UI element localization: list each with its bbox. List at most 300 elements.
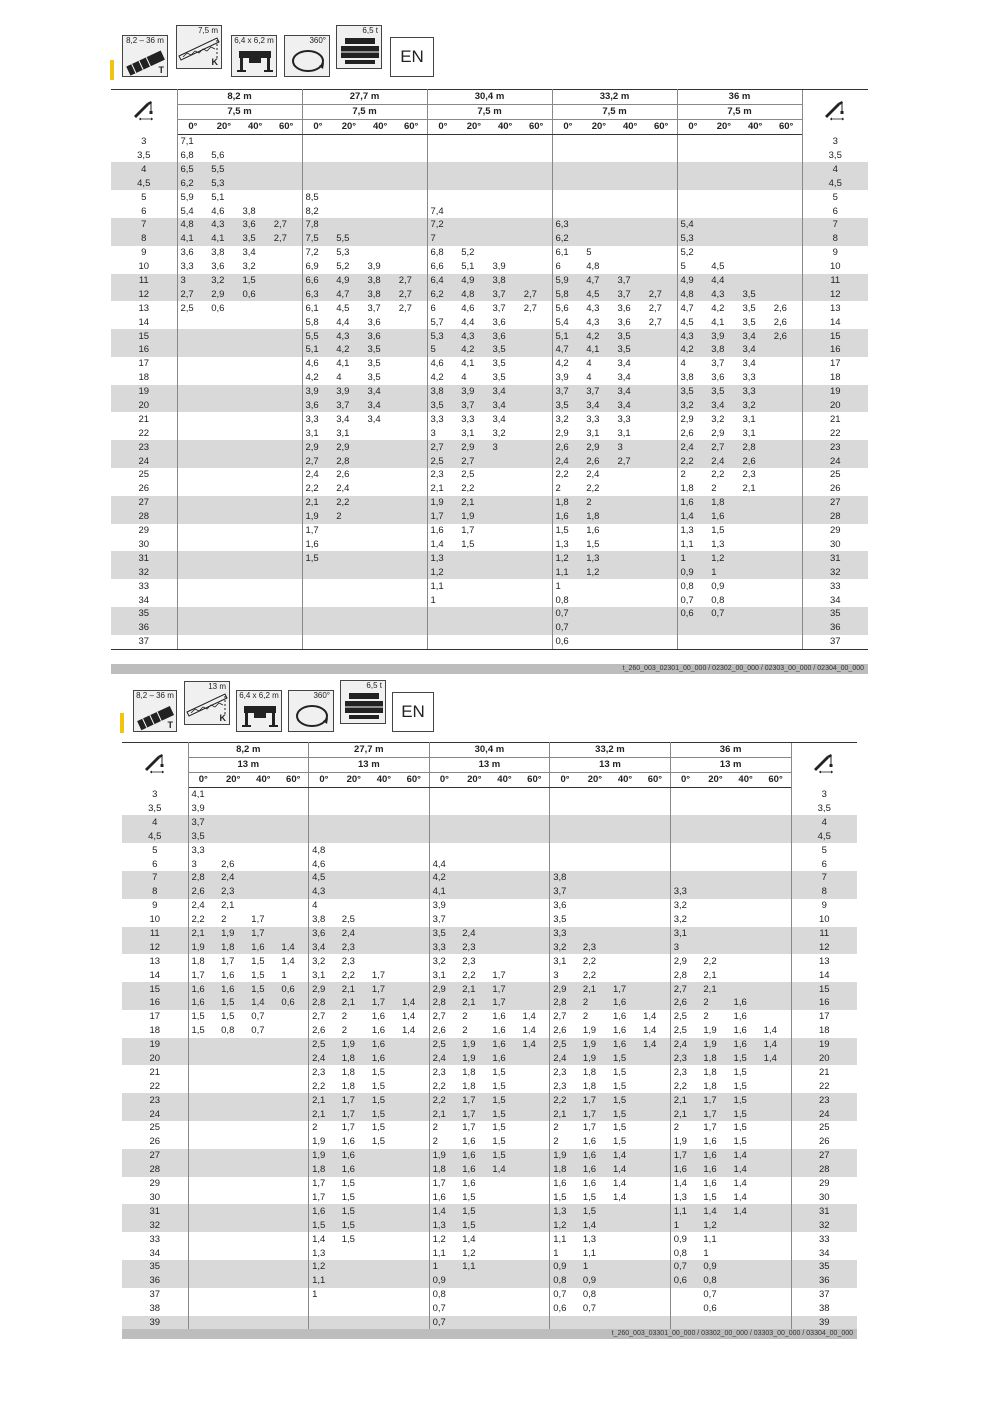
capacity-cell — [520, 885, 550, 899]
capacity-cell: 3,5 — [552, 399, 583, 413]
capacity-cell — [731, 899, 761, 913]
capacity-cell — [399, 1204, 429, 1218]
capacity-cell — [580, 787, 610, 801]
capacity-cell: 1,4 — [733, 1178, 747, 1190]
capacity-cell — [248, 802, 278, 816]
capacity-cell — [610, 815, 640, 829]
angle-header: 20° — [708, 119, 739, 134]
capacity-cell — [240, 621, 271, 635]
capacity-cell — [646, 371, 677, 385]
capacity-cell: 5,5 — [333, 232, 364, 246]
capacity-cell — [771, 551, 802, 565]
capacity-cell: 1,6 — [462, 1178, 476, 1190]
capacity-cell: 0,8 — [582, 1289, 597, 1301]
angle-header: 20° — [580, 772, 610, 787]
capacity-cell: 3,7 — [188, 815, 218, 829]
capacity-cell — [677, 134, 708, 148]
capacity-cell: 3,8 — [680, 372, 694, 384]
capacity-cell — [459, 885, 489, 899]
capacity-cell — [369, 940, 399, 954]
capacity-cell: 1,6 — [218, 982, 248, 996]
capacity-cell — [552, 176, 583, 190]
capacity-cell: 4,9 — [677, 274, 708, 288]
capacity-cell — [459, 1274, 489, 1288]
capacity-cell: 1,5 — [369, 1093, 399, 1107]
capacity-cell: 5,1 — [211, 191, 225, 203]
radius-cell: 26 — [111, 482, 177, 496]
capacity-cell — [188, 1149, 218, 1163]
capacity-cell — [771, 260, 802, 274]
capacity-cell: 0,7 — [670, 1260, 700, 1274]
capacity-cell: 7,5 — [302, 232, 333, 246]
capacity-cell: 6,3 — [552, 218, 583, 232]
capacity-cell — [271, 635, 302, 649]
capacity-cell: 1,8 — [550, 1163, 580, 1177]
capacity-cell: 1,1 — [670, 1204, 700, 1218]
capacity-cell — [309, 1302, 339, 1316]
capacity-cell: 3,4 — [708, 399, 739, 413]
capacity-cell: 6,2 — [177, 176, 208, 190]
capacity-cell — [302, 176, 333, 190]
capacity-cell — [188, 1135, 218, 1149]
capacity-cell — [278, 1107, 308, 1121]
capacity-cell — [240, 329, 271, 343]
capacity-cell: 5,9 — [180, 191, 194, 203]
radius-cell: 28 — [802, 510, 868, 524]
capacity-cell: 2,7 — [177, 287, 208, 301]
capacity-cell — [640, 1316, 670, 1330]
capacity-cell: 6,8 — [180, 150, 194, 161]
radius-cell: 23 — [111, 440, 177, 454]
capacity-cell: 5,1 — [302, 343, 333, 357]
capacity-cell: 1,5 — [492, 1066, 506, 1078]
capacity-cell — [646, 399, 677, 413]
capacity-cell: 4,8 — [177, 218, 208, 232]
capacity-cell — [489, 1260, 519, 1274]
capacity-cell — [369, 1177, 399, 1191]
capacity-cell: 1,5 — [462, 1191, 476, 1203]
capacity-cell — [761, 829, 791, 843]
capacity-cell: 1,6 — [582, 1178, 597, 1190]
angle-header: 40° — [740, 119, 771, 134]
capacity-cell — [458, 162, 489, 176]
capacity-cell: 4,2 — [429, 871, 459, 885]
capacity-cell — [177, 510, 208, 524]
capacity-cell — [240, 301, 271, 315]
capacity-cell — [271, 482, 302, 496]
radius-cell: 33 — [791, 1232, 857, 1246]
capacity-cell — [771, 385, 802, 399]
capacity-cell — [740, 510, 771, 524]
capacity-cell: 1,4 — [580, 1218, 610, 1232]
capacity-cell: 7,8 — [302, 218, 333, 232]
capacity-cell: 2,4 — [677, 440, 708, 454]
capacity-cell: 3,1 — [312, 969, 326, 981]
capacity-cell — [459, 857, 489, 871]
radius-cell: 29 — [791, 1177, 857, 1191]
capacity-cell: 0,7 — [251, 1025, 265, 1037]
capacity-cell: 3,1 — [461, 427, 475, 439]
capacity-cell: 4,3 — [208, 218, 239, 232]
radius-cell: 16 — [791, 996, 857, 1010]
capacity-cell: 2,3 — [580, 940, 610, 954]
capacity-cell — [700, 1316, 730, 1330]
capacity-cell — [489, 940, 519, 954]
slew-label: 360° — [309, 36, 326, 45]
capacity-cell — [248, 1316, 278, 1330]
capacity-cell — [761, 1135, 791, 1149]
capacity-cell: 1,1 — [680, 538, 694, 550]
capacity-cell — [177, 371, 208, 385]
capacity-cell: 5 — [586, 247, 592, 259]
radius-cell: 21 — [802, 412, 868, 426]
jib-length-label: 13 m — [208, 682, 226, 691]
capacity-cell: 2,5 — [180, 302, 194, 314]
capacity-cell — [339, 1260, 369, 1274]
capacity-cell — [218, 1107, 248, 1121]
capacity-cell — [177, 593, 208, 607]
table-row — [122, 815, 857, 829]
capacity-cell: 1,7 — [371, 969, 386, 981]
capacity-cell: 1,5 — [461, 538, 475, 550]
capacity-cell — [731, 913, 761, 927]
capacity-cell: 1,2 — [583, 565, 614, 579]
capacity-cell — [399, 857, 429, 871]
capacity-cell: 1,5 — [733, 1136, 747, 1148]
capacity-cell: 1,5 — [733, 1080, 747, 1092]
capacity-cell — [396, 538, 427, 552]
capacity-cell: 4,4 — [336, 316, 350, 328]
capacity-cell — [740, 551, 771, 565]
radius-cell: 13 — [122, 954, 188, 968]
capacity-cell — [489, 871, 519, 885]
table-row — [122, 968, 857, 982]
jib-length-header: 13 m — [550, 757, 671, 772]
capacity-cell — [761, 940, 791, 954]
capacity-cell — [365, 190, 396, 204]
table-row — [122, 1274, 857, 1288]
capacity-cell — [761, 1177, 791, 1191]
capacity-cell: 4,2 — [333, 343, 364, 357]
radius-cell: 25 — [791, 1121, 857, 1135]
capacity-cell: 3,8 — [365, 287, 396, 301]
capacity-cell: 1,5 — [492, 1080, 506, 1092]
capacity-cell: 2 — [341, 1011, 347, 1023]
capacity-cell — [271, 385, 302, 399]
capacity-cell — [271, 329, 302, 343]
capacity-cell — [459, 843, 489, 857]
outrigger-label: 6,4 x 6,2 m — [239, 691, 279, 700]
capacity-cell — [278, 927, 308, 941]
capacity-cell — [399, 802, 429, 816]
capacity-cell — [396, 134, 427, 148]
capacity-cell — [271, 176, 302, 190]
capacity-cell — [278, 1093, 308, 1107]
capacity-cell — [396, 176, 427, 190]
capacity-cell: 1,5 — [731, 1093, 761, 1107]
capacity-cell: 2,6 — [680, 427, 694, 439]
capacity-cell — [490, 149, 521, 163]
capacity-cell — [521, 134, 552, 148]
capacity-cell — [646, 496, 677, 510]
capacity-cell: 1,9 — [459, 1038, 489, 1052]
capacity-cell — [339, 871, 369, 885]
capacity-cell: 3,5 — [490, 343, 521, 357]
radius-cell: 12 — [791, 940, 857, 954]
capacity-cell — [396, 204, 427, 218]
radius-cell: 25 — [802, 468, 868, 482]
capacity-cell — [302, 565, 333, 579]
radius-cell: 5 — [111, 190, 177, 204]
capacity-cell: 3,3 — [617, 413, 631, 425]
capacity-cell — [399, 1274, 429, 1288]
capacity-cell — [333, 162, 364, 176]
capacity-cell — [700, 871, 730, 885]
capacity-cell: 3,7 — [615, 287, 646, 301]
capacity-cell — [218, 1149, 248, 1163]
table-row — [111, 551, 868, 565]
capacity-cell: 2,2 — [432, 1080, 446, 1092]
capacity-cell — [771, 176, 802, 190]
capacity-cell: 1,5 — [339, 1218, 369, 1232]
capacity-cell — [771, 287, 802, 301]
capacity-cell: 1,3 — [680, 525, 694, 537]
table-row — [122, 1052, 857, 1066]
capacity-cell — [369, 857, 399, 871]
capacity-cell — [771, 496, 802, 510]
capacity-cell: 3,5 — [740, 287, 771, 301]
radius-cell: 20 — [802, 399, 868, 413]
capacity-cell — [459, 871, 489, 885]
capacity-cell — [740, 246, 771, 260]
angle-header: 40° — [248, 772, 278, 787]
capacity-cell: 3,2 — [208, 274, 239, 288]
telescope-sub-label: T — [167, 720, 173, 730]
capacity-cell — [520, 1135, 550, 1149]
capacity-cell: 1,4 — [700, 1204, 730, 1218]
capacity-cell: 3,5 — [677, 385, 708, 399]
capacity-cell — [218, 1135, 248, 1149]
capacity-cell: 2,1 — [550, 1107, 580, 1121]
angle-header: 60° — [646, 119, 677, 134]
capacity-cell: 5 — [427, 343, 458, 357]
capacity-cell — [740, 190, 771, 204]
capacity-cell — [731, 1218, 761, 1232]
capacity-cell — [520, 1260, 550, 1274]
capacity-cell: 3,1 — [336, 427, 350, 439]
capacity-cell: 3,9 — [708, 329, 739, 343]
capacity-cell: 4,1 — [711, 316, 725, 328]
capacity-cell: 0,7 — [553, 1289, 567, 1301]
radius-cell: 34 — [802, 593, 868, 607]
capacity-cell — [708, 246, 739, 260]
capacity-cell — [369, 913, 399, 927]
capacity-cell: 3,4 — [742, 358, 756, 370]
angle-header: 0° — [550, 772, 580, 787]
capacity-cell: 2,1 — [580, 982, 610, 996]
capacity-cell: 1,5 — [711, 525, 725, 537]
capacity-cell — [365, 246, 396, 260]
capacity-cell: 1,7 — [339, 1107, 369, 1121]
capacity-cell — [550, 802, 580, 816]
capacity-cell: 1,7 — [369, 982, 399, 996]
table-row — [111, 579, 868, 593]
capacity-cell — [761, 787, 791, 801]
capacity-cell: 2,2 — [550, 1093, 580, 1107]
table-row — [111, 218, 868, 232]
capacity-cell — [610, 843, 640, 857]
capacity-cell: 3,5 — [615, 343, 646, 357]
capacity-cell — [271, 399, 302, 413]
capacity-cell — [396, 162, 427, 176]
capacity-cell: 2,1 — [429, 1107, 459, 1121]
capacity-cell — [520, 1232, 550, 1246]
radius-cell: 4 — [122, 815, 188, 829]
capacity-cell — [278, 1260, 308, 1274]
capacity-cell: 2,8 — [429, 996, 459, 1010]
capacity-cell — [615, 149, 646, 163]
capacity-cell — [520, 1177, 550, 1191]
capacity-cell: 5,3 — [336, 247, 350, 259]
capacity-cell: 3,6 — [367, 316, 381, 328]
capacity-cell: 1 — [670, 1218, 700, 1232]
capacity-cell — [490, 510, 521, 524]
capacity-cell: 0,8 — [700, 1274, 730, 1288]
radius-cell: 17 — [791, 1010, 857, 1024]
angle-header: 20° — [458, 119, 489, 134]
capacity-cell — [552, 149, 583, 163]
capacity-cell — [188, 1288, 218, 1302]
capacity-cell: 1,7 — [610, 982, 640, 996]
capacity-cell — [489, 1232, 519, 1246]
table-row — [122, 954, 857, 968]
capacity-cell — [458, 218, 489, 232]
capacity-cell: 3,1 — [670, 927, 700, 941]
capacity-cell: 2,2 — [305, 483, 319, 495]
capacity-cell: 1,9 — [218, 927, 248, 941]
capacity-cell: 1,6 — [489, 1038, 519, 1052]
capacity-cell: 1,3 — [582, 1233, 597, 1245]
capacity-cell: 2,7 — [646, 301, 677, 315]
capacity-cell: 2,4 — [429, 1052, 459, 1066]
table-row — [122, 1038, 857, 1052]
capacity-cell: 0,8 — [221, 1025, 235, 1037]
capacity-cell: 1,4 — [761, 1052, 791, 1066]
capacity-cell — [520, 940, 550, 954]
capacity-cell — [761, 857, 791, 871]
capacity-cell: 2,6 — [188, 885, 218, 899]
capacity-cell — [640, 1093, 670, 1107]
capacity-cell: 1,5 — [553, 1191, 567, 1203]
capacity-cell — [208, 371, 239, 385]
radius-cell: 4 — [111, 162, 177, 176]
capacity-cell: 1,1 — [553, 1233, 567, 1245]
capacity-cell — [646, 162, 677, 176]
capacity-cell: 1,5 — [302, 551, 333, 565]
capacity-cell — [396, 635, 427, 649]
table-row — [111, 635, 868, 649]
capacity-cell: 5,3 — [677, 232, 708, 246]
capacity-cell: 3 — [177, 274, 208, 288]
capacity-cell — [640, 787, 670, 801]
capacity-cell — [218, 1204, 248, 1218]
table-row — [122, 899, 857, 913]
table-row — [122, 982, 857, 996]
capacity-cell — [583, 149, 614, 163]
radius-cell: 24 — [802, 454, 868, 468]
capacity-cell — [399, 940, 429, 954]
radius-cell: 5 — [122, 843, 188, 857]
capacity-cell: 2,9 — [208, 287, 239, 301]
capacity-cell — [520, 1288, 550, 1302]
capacity-cell — [520, 829, 550, 843]
capacity-cell: 1,8 — [700, 1052, 730, 1066]
capacity-cell: 2,5 — [427, 454, 458, 468]
capacity-cell — [369, 815, 399, 829]
capacity-cell: 1,6 — [612, 1025, 627, 1037]
angle-header: 0° — [309, 772, 339, 787]
capacity-cell — [708, 218, 739, 232]
capacity-cell: 3,8 — [365, 274, 396, 288]
capacity-cell: 2,4 — [708, 454, 739, 468]
capacity-cell — [240, 579, 271, 593]
capacity-cell: 2,6 — [432, 1025, 446, 1037]
capacity-cell — [646, 524, 677, 538]
capacity-cell — [583, 607, 614, 621]
capacity-cell — [278, 829, 308, 843]
capacity-cell: 2,1 — [742, 483, 756, 495]
capacity-cell — [271, 315, 302, 329]
capacity-cell: 2,1 — [700, 982, 730, 996]
capacity-cell — [240, 593, 271, 607]
capacity-cell — [761, 1218, 791, 1232]
capacity-cell: 2,2 — [586, 483, 600, 495]
outrigger-label: 6,4 x 6,2 m — [234, 36, 274, 45]
capacity-cell: 0,6 — [278, 996, 308, 1010]
capacity-cell — [731, 940, 761, 954]
capacity-cell — [490, 593, 521, 607]
capacity-cell: 2,3 — [341, 955, 355, 967]
capacity-cell: 2 — [583, 496, 614, 510]
capacity-cell: 4,5 — [336, 302, 350, 314]
capacity-cell — [271, 565, 302, 579]
capacity-cell — [490, 468, 521, 482]
capacity-cell: 2,1 — [459, 982, 489, 996]
radius-cell: 9 — [111, 246, 177, 260]
capacity-cell: 6,1 — [555, 247, 569, 259]
capacity-cell: 3,7 — [583, 385, 614, 399]
capacity-cell: 1 — [553, 1247, 559, 1259]
capacity-cell: 3,6 — [553, 900, 567, 912]
capacity-cell: 3,2 — [711, 413, 725, 425]
capacity-cell — [580, 815, 610, 829]
capacity-cell — [740, 232, 771, 246]
capacity-cell — [271, 621, 302, 635]
capacity-cell — [248, 857, 278, 871]
radius-cell: 6 — [122, 857, 188, 871]
capacity-cell — [208, 551, 239, 565]
capacity-cell — [278, 885, 308, 899]
capacity-cell — [490, 454, 521, 468]
capacity-cell: 1,2 — [462, 1247, 476, 1259]
capacity-cell: 0,9 — [677, 565, 708, 579]
capacity-cell — [396, 440, 427, 454]
capacity-cell — [399, 871, 429, 885]
capacity-cell: 2,2 — [582, 969, 597, 981]
radius-cell: 29 — [122, 1177, 188, 1191]
capacity-cell: 3,9 — [333, 385, 364, 399]
capacity-cell: 4,6 — [461, 302, 475, 314]
